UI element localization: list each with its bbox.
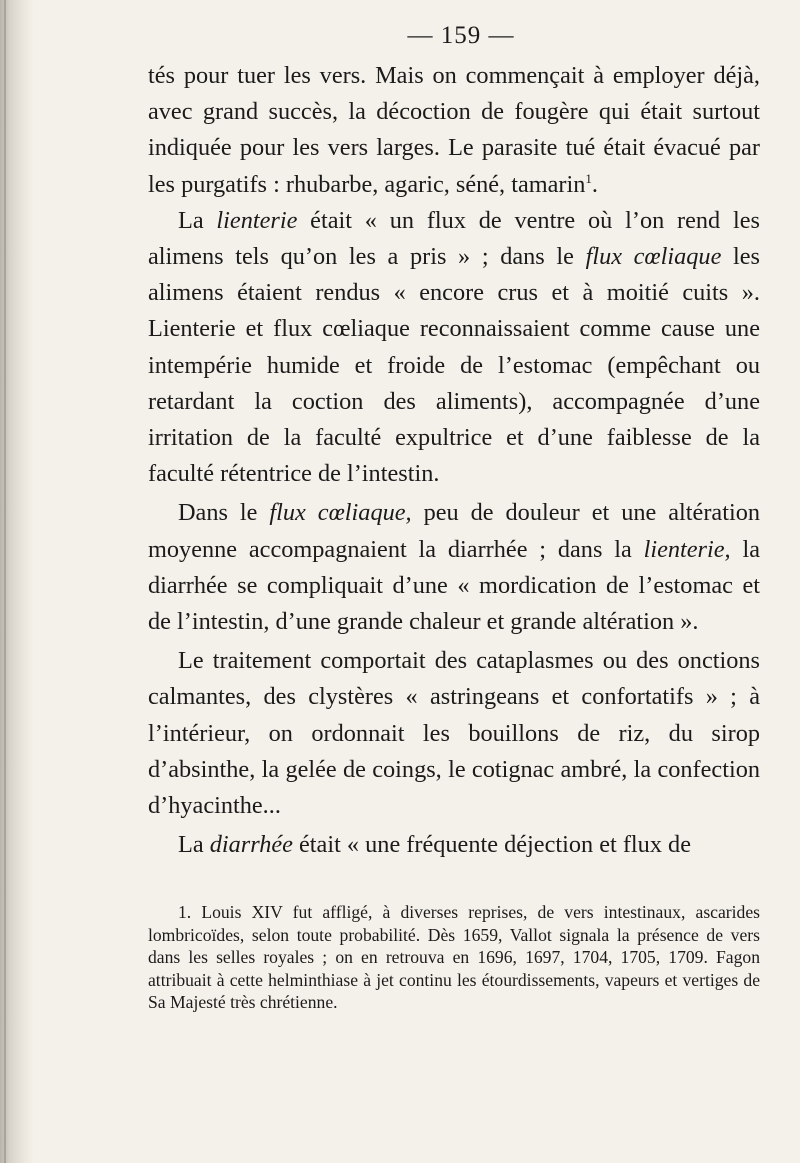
text-run: était « une fréquente déjection et flux de [292,831,691,859]
page-number: — 159 — [407,22,515,49]
text-run: La [178,206,217,234]
footnote [148,901,760,1014]
text-run: tés pour tuer les vers. Mais on commençait à employer déjà, avec grand succès, la décoction de fougère qui était surtout indiquée pour les vers larges. Le parasite tué était évacué par les purgatifs : rhubarbe, agaric, séné, tamarin [148,62,760,198]
paragraph [148,827,760,863]
italic-term: lienterie [216,206,298,234]
paragraph [148,495,760,640]
italic-term: flux cœliaque, [269,499,412,527]
paragraph [148,203,760,493]
text-run: Dans le [178,499,270,527]
footnote-ref: 1 [585,170,592,186]
book-page [148,22,760,1014]
paragraph [148,643,760,824]
text-run: . [591,170,598,198]
text-run: la diarrhée se compliquait d’une « mordication de l’estomac et de l’intestin, d’une grande chaleur et grande altération ». [148,535,760,636]
text-run: les alimens étaient rendus « encore crus et à moitié cuits ». Lienterie et flux cœliaque reconnaissaient comme cause une intempérie humide et froide de l’estomac (empêchant ou retardant la coction des aliments), accompagnée d’une irritation de la faculté expultrice et d’une faiblesse de la faculté rétentrice de l’intestin. [148,243,760,488]
italic-term: flux cœliaque [585,243,722,271]
book-gutter-shadow [0,0,34,1163]
footnote-text: 1. Louis XIV fut affligé, à diverses reprises, de vers intestinaux, ascarides lombricoïdes, selon toute probabilité. Dès 1659, Vallot signala la présence de vers dans les selles royales ; on en retrouva en 1696, 1697, 1704, 1705, 1709. Fagon attribuait à cette helminthiase à jet continu les étourdissements, vapeurs et vertiges de Sa Majesté très chrétienne. [148,902,760,1013]
text-run: peu de douleur et une altération moyenne accompagnaient la diarrhée ; dans la [148,499,760,563]
italic-term: diarrhée [209,831,293,859]
paragraph [148,58,760,203]
text-run: La [178,831,210,859]
body-text [148,58,760,863]
text-run: Le traitement comportait des cataplasmes ou des onctions calmantes, des clystères « astringeans et confortatifs » ; à l’intérieur, on ordonnait les bouillons de riz, du sirop d’absinthe, la gelée de coings, le cotignac ambré, la confection d’hyacinthe... [148,647,760,820]
text-run: était « un flux de ventre où l’on rend les alimens tels qu’on les a pris » ; dans le [148,206,760,271]
italic-term: lienterie, [643,535,731,563]
